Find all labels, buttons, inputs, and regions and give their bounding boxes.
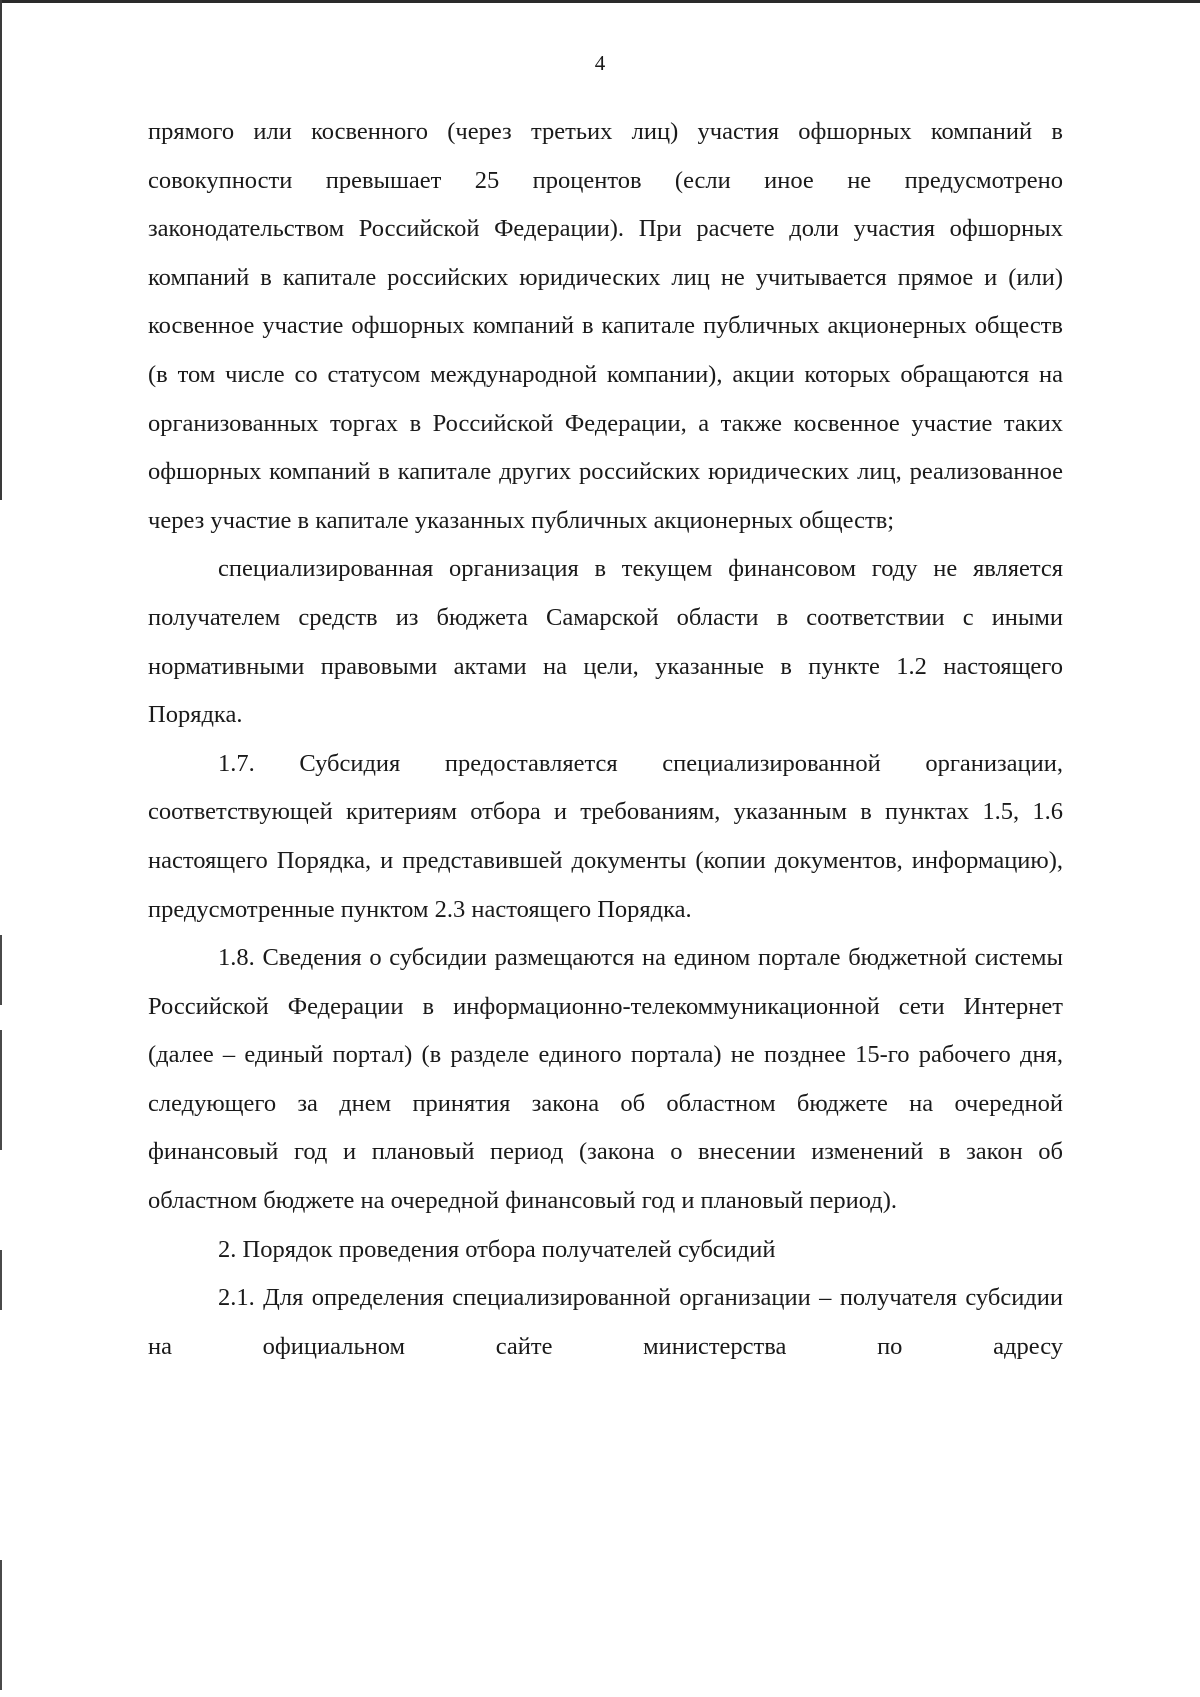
paragraph-not-recipient: специализированная организация в текущем финансовом году не является получателем средств из бюджета Самарской области в соответствии с иными нормативными правовыми актами на цели, указанные в пункте 1.2 настоящего Порядка. — [148, 555, 1063, 729]
page-number: 4 — [594, 51, 606, 75]
scan-left-mark — [0, 1030, 2, 1150]
paragraph-2-1: 2.1. Для определения специализированной организации – получателя субсидии на официальном сайте министерства по адресу — [148, 1284, 1063, 1360]
scan-top-edge — [0, 0, 1200, 3]
paragraph-1-7: 1.7. Субсидия предоставляется специализированной организации, соответствующей критериям отбора и требованиям, указанным в пунктах 1.5, 1.6 настоящего Порядка, и представившей документы (копии документов, информацию), предусмотренные пунктом 2.3 настоящего Порядка. — [148, 749, 1063, 923]
scan-left-mark — [0, 1250, 2, 1310]
document-body — [148, 108, 1063, 1371]
scan-left-mark — [0, 1560, 2, 1690]
section-heading-2: 2. Порядок проведения отбора получателей субсидий — [218, 1235, 776, 1263]
scan-left-mark — [0, 935, 2, 1005]
paragraph-1-8: 1.8. Сведения о субсидии размещаются на едином портале бюджетной системы Российской Федерации в информационно-телекоммуникационной сети Интернет (далее – единый портал) (в разделе единого портала) не позднее 15-го рабочего дня, следующего за днем принятия закона об областном бюджете на очередной финансовый год и плановый период (закона о внесении изменений в закон об областном бюджете на очередной финансовый год и плановый период). — [148, 944, 1063, 1215]
paragraph-offshore-participation: прямого или косвенного (через третьих лиц) участия офшорных компаний в совокупности превышает 25 процентов (если иное не предусмотрено законодательством Российской Федерации). При расчете доли участия офшорных компаний в капитале российских юридических лиц не учитывается прямое и (или) косвенное участие офшорных компаний в капитале публичных акционерных обществ (в том числе со статусом международной компании), акции которых обращаются на организованных торгах в Российской Федерации, а также косвенное участие таких офшорных компаний в капитале других российских юридических лиц, реализованное через участие в капитале указанных публичных акционерных обществ; — [148, 118, 1063, 534]
